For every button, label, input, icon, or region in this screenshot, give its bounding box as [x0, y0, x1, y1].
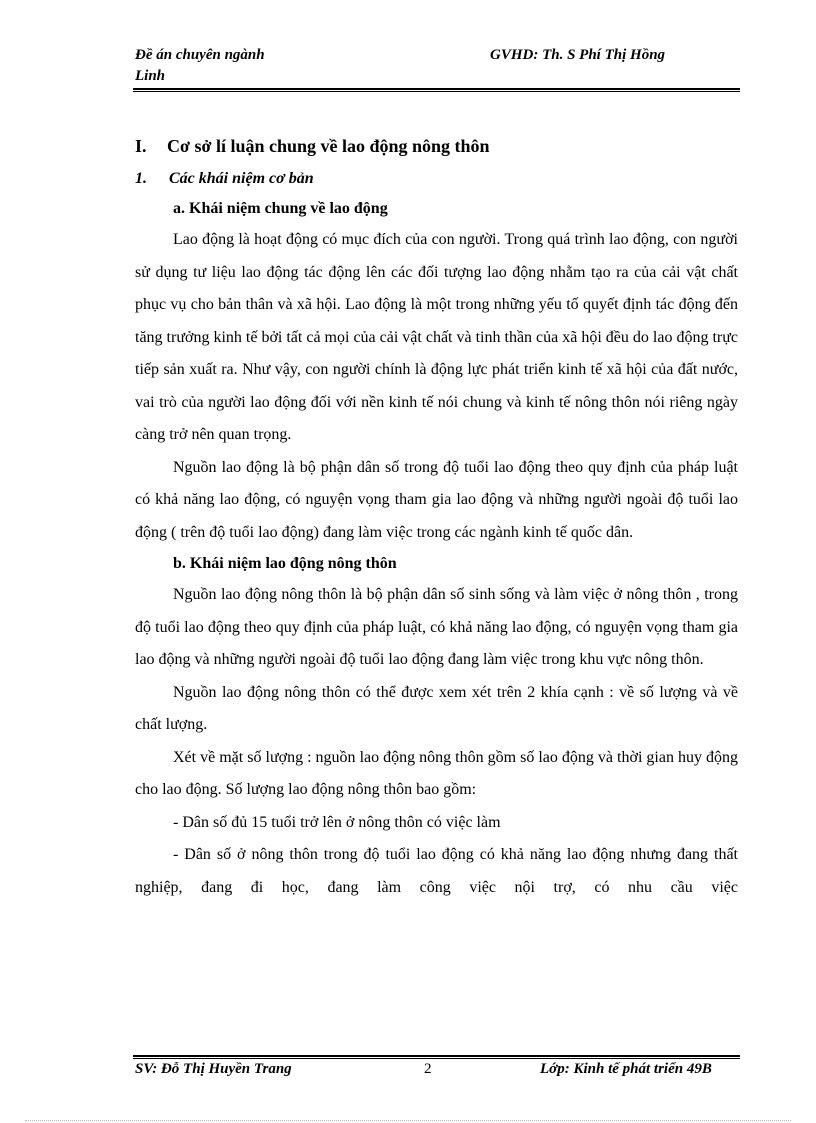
list-item: - Dân số ở nông thôn trong độ tuổi lao động có khả năng lao động nhưng đang thất nghiệp, đang đi học, đang làm công việc nội trợ, có nhu cầu việc: [135, 846, 738, 896]
page-number: 2: [424, 1061, 432, 1077]
header-course-title: Đề án chuyên ngành: [135, 47, 265, 63]
paragraph: Nguồn lao động là bộ phận dân số trong độ tuổi lao động theo quy định của pháp luật có khả năng lao động, có nguyện vọng tham gia lao động và những người ngoài độ tuổi lao động ( trên độ tuổi lao động) đang làm việc trong các ngành kinh tế quốc dân.: [135, 458, 738, 541]
paragraph: Lao động là hoạt động có mục đích của con người. Trong quá trình lao động, con người sử dụng tư liệu lao động tác động lên các đối tượng lao động nhằm tạo ra của cải vật chất phục vụ cho bản thân và xã hội. Lao động là một trong những yếu tố quyết định tác động đến tăng trưởng kinh tế bởi tất cả mọi của cải vật chất và tinh thần của xã hội đều do lao động trực tiếp sản xuất ra. Như vậy, con người chính là động lực phát triển kinh tế xã hội của đất nước, vai trò của người lao động đối với nền kinh tế nói chung và kinh tế nông thôn nói riêng ngày càng trở nên quan trọng.: [135, 231, 738, 443]
heading-b: b. Khái niệm lao động nông thôn: [173, 555, 397, 572]
footer-class: Lớp: Kinh tế phát triển 49B: [540, 1061, 712, 1077]
footer-rule-thin: [133, 1058, 740, 1059]
footer-rule: [133, 1055, 740, 1057]
paragraph: Nguồn lao động nông thôn có thể được xem xét trên 2 khía cạnh : về số lượng và về chất lượng.: [135, 683, 738, 733]
subsection-heading: [135, 164, 738, 194]
page-body: [135, 128, 738, 904]
section-heading: [135, 128, 738, 164]
section-title: Cơ sở lí luận chung về lao động nông thôn: [167, 136, 490, 156]
paragraph: Xét về mặt số lượng : nguồn lao động nông thôn gồm số lao động và thời gian huy động cho lao động. Số lượng lao động nông thôn bao gồm:: [135, 748, 738, 798]
section-number: I.: [135, 136, 147, 156]
page-edge-divider: [25, 1120, 791, 1121]
subsection-title: Các khái niệm cơ bản: [169, 170, 314, 187]
footer-student: SV: Đỗ Thị Huyền Trang: [135, 1061, 292, 1077]
list-item: - Dân số đủ 15 tuổi trở lên ở nông thôn có việc làm: [173, 813, 501, 831]
heading-a: a. Khái niệm chung về lao động: [173, 200, 388, 217]
header-course-title-cont: Linh: [135, 68, 166, 84]
subsection-number: 1.: [135, 170, 147, 187]
paragraph: Nguồn lao động nông thôn là bộ phận dân số sinh sống và làm việc ở nông thôn , trong độ tuổi lao động theo quy định của pháp luật, có khả năng lao động, có nguyện vọng tham gia lao động và những người ngoài độ tuổi lao động đang làm việc trong khu vực nông thôn.: [135, 586, 738, 668]
header-rule: [133, 88, 740, 90]
header-rule-thin: [133, 91, 740, 92]
header-advisor: GVHD: Th. S Phí Thị Hồng: [490, 47, 666, 63]
header-left: [135, 45, 265, 87]
